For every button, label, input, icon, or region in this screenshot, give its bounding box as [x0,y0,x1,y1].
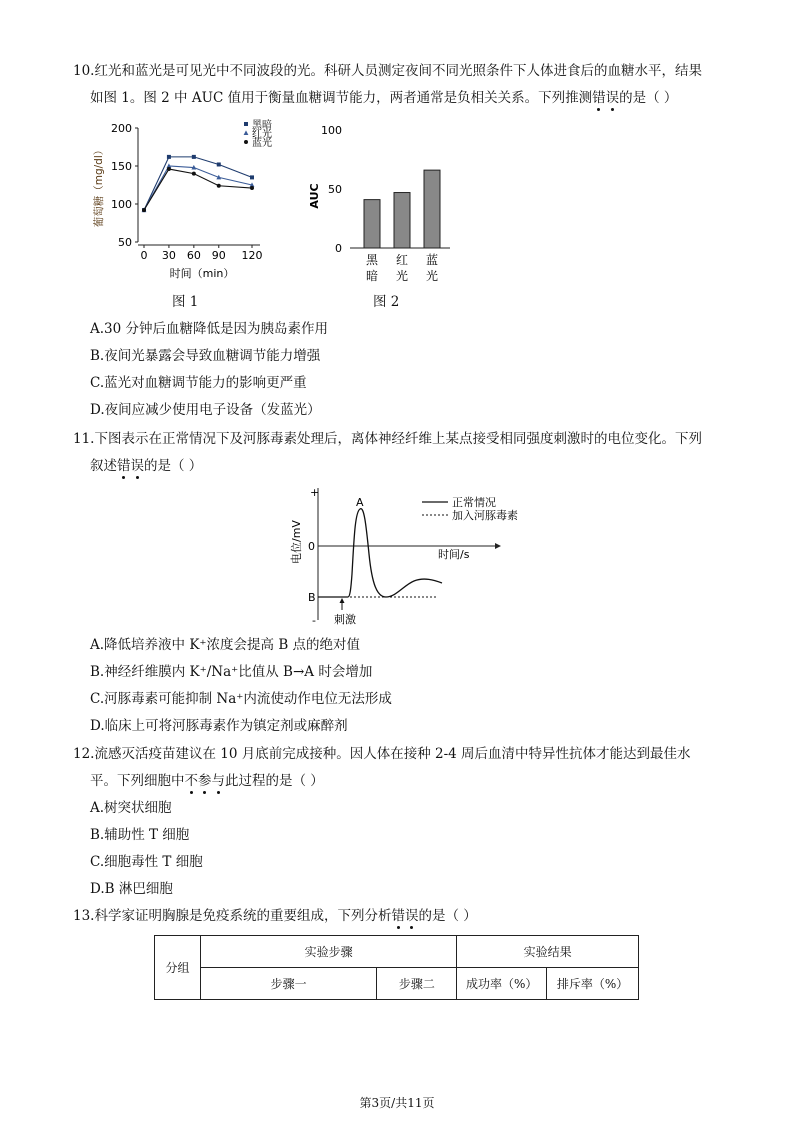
q10-option-b: B.夜间光暴露会导致血糖调节能力增强 [90,348,321,364]
legend-normal-label: 正常情况 [452,496,496,509]
q11-stem-emph [117,458,144,474]
q11-option-d: D.临床上可将河豚毒素作为镇定剂或麻醉剂 [90,718,348,734]
category-label-char: 红 [395,253,409,267]
q10-stem-pre: 如图 1。图 2 中 AUC 值用于衡量血糖调节能力，两者通常是负相关关系。下列推测 [90,90,593,106]
figure-2-bar-chart [300,118,470,288]
x-tick-label: 120 [241,249,263,262]
legend-marker-3 [244,140,248,144]
emphasis-char: 不 [184,773,198,789]
emphasis-char: 错 [592,90,606,106]
figure-1-caption: 图 1 [172,294,199,310]
table-header-step2: 步骤二 [377,968,457,1000]
normal-curve [318,509,442,597]
data-point [192,155,196,159]
q12-stem-line1: 12.流感灭活疫苗建议在 10 月底前完成接种。因人体在接种 2-4 周后血清中特异性抗体才能达到最佳水 [73,746,691,762]
data-point [217,184,221,188]
q11-stem-post: 的是（ ） [144,458,203,474]
q10-stem-post: 的是（ ） [619,90,678,106]
category-label-char: 蓝 [425,253,439,267]
q12-option-a: A.树突状细胞 [90,800,172,816]
table-header-success: 成功率（%） [457,968,547,1000]
figure-2-caption: 图 2 [373,294,400,310]
x-tick-label: 60 [186,249,201,262]
q12-option-d: D.B 淋巴细胞 [90,881,173,897]
figure-1-line-chart [80,118,280,288]
q13-stem-pre: 13.科学家证明胸腺是免疫系统的重要组成，下列分析 [73,908,392,924]
bar-2 [394,193,410,248]
emphasis-char: 误 [404,908,419,924]
table-header-steps: 实验步骤 [200,936,456,968]
legend-marker-1 [244,122,248,126]
category-label-char: 光 [425,269,439,283]
stimulus-arrowhead [340,598,345,603]
q13-stem-emph [391,908,418,924]
data-point [192,172,196,176]
x-axis-arrow [495,543,501,549]
time-axis-label: 时间/s [438,548,470,561]
q10-option-c: C.蓝光对血糖调节能力的影响更严重 [90,375,307,391]
q11-option-b: B.神经纤维膜内 K⁺/Na⁺比值从 B→A 时会增加 [90,664,373,680]
stimulus-label: 刺激 [334,613,356,626]
x-tick-label: 0 [140,249,148,262]
series-line-2 [144,166,252,210]
q11-option-c: C.河豚毒素可能抑制 Na⁺内流使动作电位无法形成 [90,691,392,707]
q12-stem-pre: 平。下列细胞中 [90,773,185,789]
category-label-char: 光 [395,269,409,283]
q12-stem-line2 [90,772,324,790]
point-b-label: B [308,591,316,604]
y-tick-label: 50 [328,183,342,196]
q11-stem-pre: 叙述 [90,458,117,474]
emphasis-char: 误 [605,90,620,106]
emphasis-char: 错 [391,908,405,924]
data-point [167,155,171,159]
legend-label-1: 黑暗 [252,120,272,131]
legend-ttx-label: 加入河豚毒素 [452,509,518,522]
bar-1 [364,200,380,248]
emphasis-char: 与 [211,773,225,789]
q13-stem [73,907,477,925]
action-potential-figure [290,484,540,629]
y-tick-label: 100 [321,124,342,137]
y-tick-label: 100 [111,198,132,211]
minus-sign: - [312,614,316,627]
plus-sign: + [310,486,320,499]
legend-label-3: 蓝光 [252,138,272,149]
y-tick-label: 50 [118,236,132,249]
x-axis-title: 时间（min） [169,267,235,280]
q10-option-d: D.夜间应减少使用电子设备（发蓝光） [90,402,321,418]
q12-stem-emph [185,773,226,789]
q11-stem-line1: 11.下图表示在正常情况下及河豚毒素处理后，离体神经纤维上某点接受相同强度刺激时的电位变化。下列 [73,431,702,447]
category-label-char: 黑 [365,253,379,267]
table-header-group: 分组 [155,936,201,1000]
data-point [250,175,254,179]
emphasis-char: 误 [130,458,144,474]
bar-3 [424,170,440,248]
x-tick-label: 30 [161,249,176,262]
data-point [250,186,254,190]
q10-stem-emph [592,90,619,106]
q11-stem-line2 [90,457,202,475]
table-header-rejection: 排斥率（%） [547,968,639,1000]
x-tick-label: 90 [211,249,226,262]
y-axis-title: AUC [308,183,321,209]
y-tick-label: 150 [111,160,132,173]
q10-stem-line2 [90,89,677,107]
q10-stem-line1: 10.红光和蓝光是可见光中不同波段的光。科研人员测定夜间不同光照条件下人体进食后的血糖水平，结果 [73,63,702,79]
data-point [167,167,171,171]
table-header-step1: 步骤一 [200,968,377,1000]
q11-option-a: A.降低培养液中 K⁺浓度会提高 B 点的绝对值 [90,637,361,653]
page-footer: 第3页/共11页 [359,1096,435,1110]
q12-option-b: B.辅助性 T 细胞 [90,827,190,843]
y-tick-label: 200 [111,122,132,135]
emphasis-char: 参 [198,773,212,789]
category-label-char: 暗 [365,269,379,283]
q13-stem-post: 的是（ ） [418,908,477,924]
data-point [142,208,146,212]
y-tick-label: 0 [335,242,342,255]
zero-label: 0 [308,540,315,553]
legend-marker-2 [244,130,249,135]
experiment-table [154,935,639,1000]
y-axis-title: 葡萄糖（mg/dl） [93,144,105,228]
q12-stem-post: 此过程的是（ ） [225,773,324,789]
legend-label-2: 红光 [252,129,272,140]
data-point [217,162,221,166]
emphasis-char: 错 [117,458,131,474]
voltage-axis-label: 电位/mV [290,520,303,564]
point-a-label: A [356,496,364,509]
table-header-results: 实验结果 [457,936,639,968]
q10-option-a: A.30 分钟后血糖降低是因为胰岛素作用 [90,321,329,337]
q12-option-c: C.细胞毒性 T 细胞 [90,854,203,870]
